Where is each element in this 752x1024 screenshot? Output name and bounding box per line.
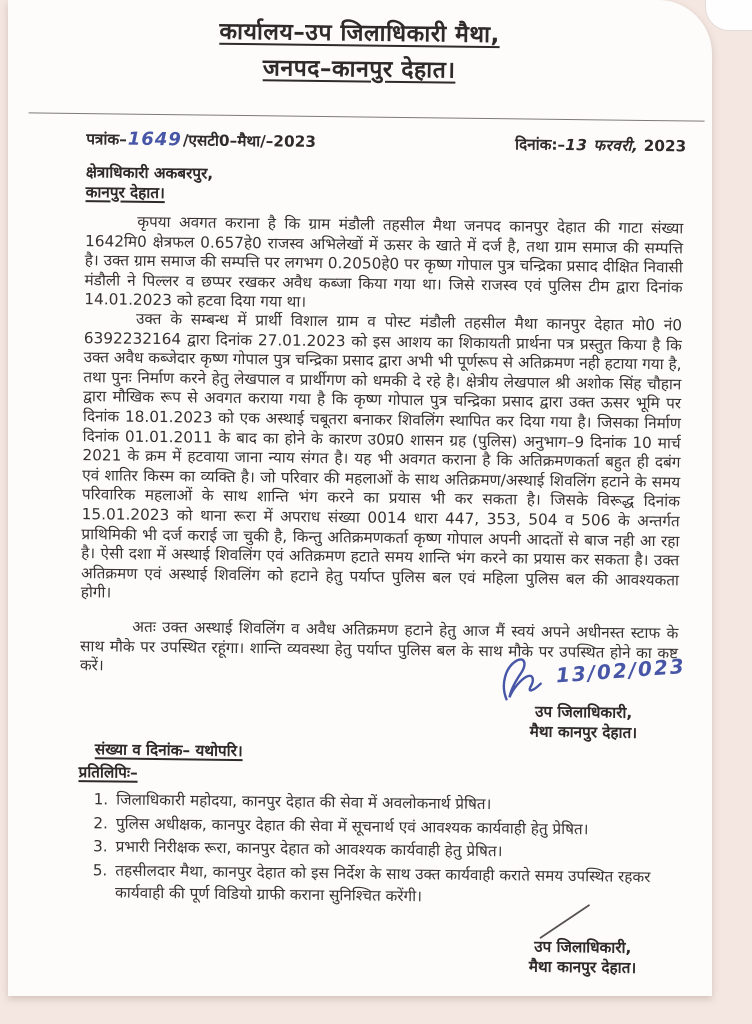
letter-number-handwritten: 1649	[127, 128, 183, 151]
office-title-line1: कार्यालय–उप जिलाधिकारी मैथा,	[219, 18, 500, 49]
signature-block-top	[530, 703, 638, 743]
date-handwritten: 13 फरवरी,	[565, 135, 639, 155]
signature-date-handwritten: 13/02/023	[555, 653, 687, 688]
signature-scribble-icon	[497, 655, 552, 704]
letter-number-prefix: पत्रांक–	[86, 130, 127, 149]
copy-item-number: 2.	[93, 813, 109, 833]
signatory-title-top: उप जिलाधिकारी,	[534, 702, 633, 722]
signatory-place-top: मैथा कानपुर देहात।	[529, 722, 638, 742]
letterhead	[7, 11, 712, 92]
body-paragraph-1: कृपया अवगत कराना है कि ग्राम मंडौली तहसील मैथा जनपद कानपुर देहात की गाटा संख्या 1642मि0 क्षेत्रफल 0.657हे0 राजस्व अभिलेखों में ऊसर के खाते में दर्ज है, तथा ग्राम समाज की सम्पत्ति है। उक्त ग्राम समाज की सम्पत्ति पर लगभग 0.2050हे0 पर कृष्ण गोपाल पुत्र चन्द्रिका प्रसाद दीक्षित निवासी मंडौली ने पिल्लर व छप्पर रखकर अवैध कब्जा किया गया था। जिसे राजस्व एवं पुलिस टीम द्वारा दिनांक 14.01.2023 को हटवा दिया गया था।	[84, 212, 684, 312]
signatory-title-bottom: उप जिलाधिकारी,	[534, 937, 632, 957]
reference-line	[86, 129, 686, 157]
header-divider	[29, 112, 705, 122]
copy-distribution-list	[91, 789, 672, 912]
top-right-corner-card	[705, 0, 752, 31]
signature-slash-icon	[537, 902, 593, 941]
body-paragraph-2: उक्त के सम्बन्ध में प्रार्थी विशाल ग्राम व पोस्ट मंडौली तहसील मैथा कानपुर देहात मो0 नं0 6392232164 द्वारा दिनांक 27.01.2023 को इस आशय का शिकायती प्रार्थना पत्र प्रस्तुत किया है कि उक्त अवैध कब्जेदार कृष्ण गोपाल पुत्र चन्द्रिका प्रसाद द्वारा अभी भी पूर्णरूप से अतिक्रमण नही हटाया गया है, तथा पुनः निर्माण करने हेतु लेखपाल व प्रार्थीगण को धमकी दे रहे है। क्षेत्रीय लेखपाल श्री अशोक सिंह चौहान द्वारा मौखिक रूप से अवगत कराया गया है कि कृष्ण गोपाल पुत्र चन्द्रिका प्रसाद द्वारा उक्त ऊसर भूमि पर दिनांक 18.01.2023 को एक अस्थाई चबूतरा बनाकर शिवलिंग स्थापित कर दिया गया है। जिसका निर्माण दिनांक 01.01.2011 के बाद का होने के कारण उ0प्र0 शासन ग्रह (पुलिस) अनुभाग–9 दिनांक 10 मार्च 2021 के क्रम में हटवाया जाना न्याय संगत है। यह भी अवगत कराना है कि अतिक्रमणकर्ता बहुत ही दबंग एवं शातिर किस्म का व्यक्ति है। जो परिवार की महलाओं के साथ अतिक्रमण/अस्थाई शिवलिंग हटाने के समय परिवारिक महलाओं के साथ शान्ति भंग करने का प्रयास भी कर सकता है। जिसके विरूद्ध दिनांक 15.01.2023 को थाना रूरा में अपराध संख्या 0014 धारा 447, 353, 504 व 506 के अन्तर्गत प्राथिमिकी भी दर्ज कराई जा चुकी है, किन्तु अतिक्रमणकर्ता कृष्ण गोपाल अपनी आदतों से बाज नही आ रहा है। ऐसी दशा में अस्थाई शिवलिंग एवं अतिक्रमण हटाते समय शान्ति भंग करने का प्रयास कर सकता है। उक्त अतिक्रमण एवं अस्थाई शिवलिंग को हटाने हेतु पर्याप्त पुलिस बल एवं महिला पुलिस बल की आवश्यकता होगी।	[80, 309, 683, 602]
copy-item-text: पुलिस अधीक्षक, कानपुर देहात की सेवा में सूचनार्थ एवं आवश्यक कार्यवाही हेतु प्रेषित।	[115, 814, 589, 838]
letter-number-suffix: /एसटी0–मैथा/–2023	[182, 131, 317, 151]
copy-item-number: 1.	[93, 790, 109, 809]
signatory-place-bottom: मैथा कानपुर देहात।	[528, 957, 637, 977]
body-paragraph-3: अतः उक्त अस्थाई शिवलिंग व अवैध अतिक्रमण हटाने हेतु आज मैं स्वयं अपने अधीनस्त स्टाफ के साथ मौके पर उपस्थित रहूंगा। शान्ति व्यवस्था हेतु पर्याप्त पुलिस बल के साथ मौके पर उपस्थित होने का कष्ट करें।	[79, 617, 679, 675]
copy-item-text: तहसीलदार मैथा, कानपुर देहात को इस निर्देश के साथ उक्त कार्यवाही कराते समय उपस्थित रहकर कार्यवाही की पूर्ण विडियो ग्राफी कराना सुनिश्चित करेंगी।	[114, 861, 651, 905]
number-date-note: संख्या व दिनांक– यथोपरि।	[94, 740, 243, 761]
addressee-line1: क्षेत्राधिकारी अकबरपुर,	[85, 163, 214, 183]
office-title-line2: जनपद–कानपुर देहात।	[262, 55, 456, 84]
copy-item-number: 5.	[92, 861, 108, 880]
signature-slash-block	[536, 902, 593, 946]
addressee-block	[86, 163, 214, 204]
copies-heading: प्रतिलिपिः–	[78, 763, 138, 782]
signature-scribble-block	[497, 655, 686, 705]
letter-date	[515, 135, 686, 157]
copy-item-text: जिलाधिकारी महोदया, कानपुर देहात की सेवा में अवलोकनार्थ प्रेषित।	[116, 790, 492, 814]
date-label: दिनांक:–	[514, 135, 566, 154]
letter-number	[86, 129, 316, 152]
copy-item-text: प्रभारी निरीक्षक रूरा, कानपुर देहात को आवश्यक कार्यवाही हेतु प्रेषित।	[115, 837, 503, 861]
copy-item-number: 3.	[92, 837, 108, 856]
addressee-line2: कानपुर देहात।	[85, 182, 165, 202]
letter-page	[8, 0, 712, 996]
date-year: 2023	[643, 136, 687, 156]
